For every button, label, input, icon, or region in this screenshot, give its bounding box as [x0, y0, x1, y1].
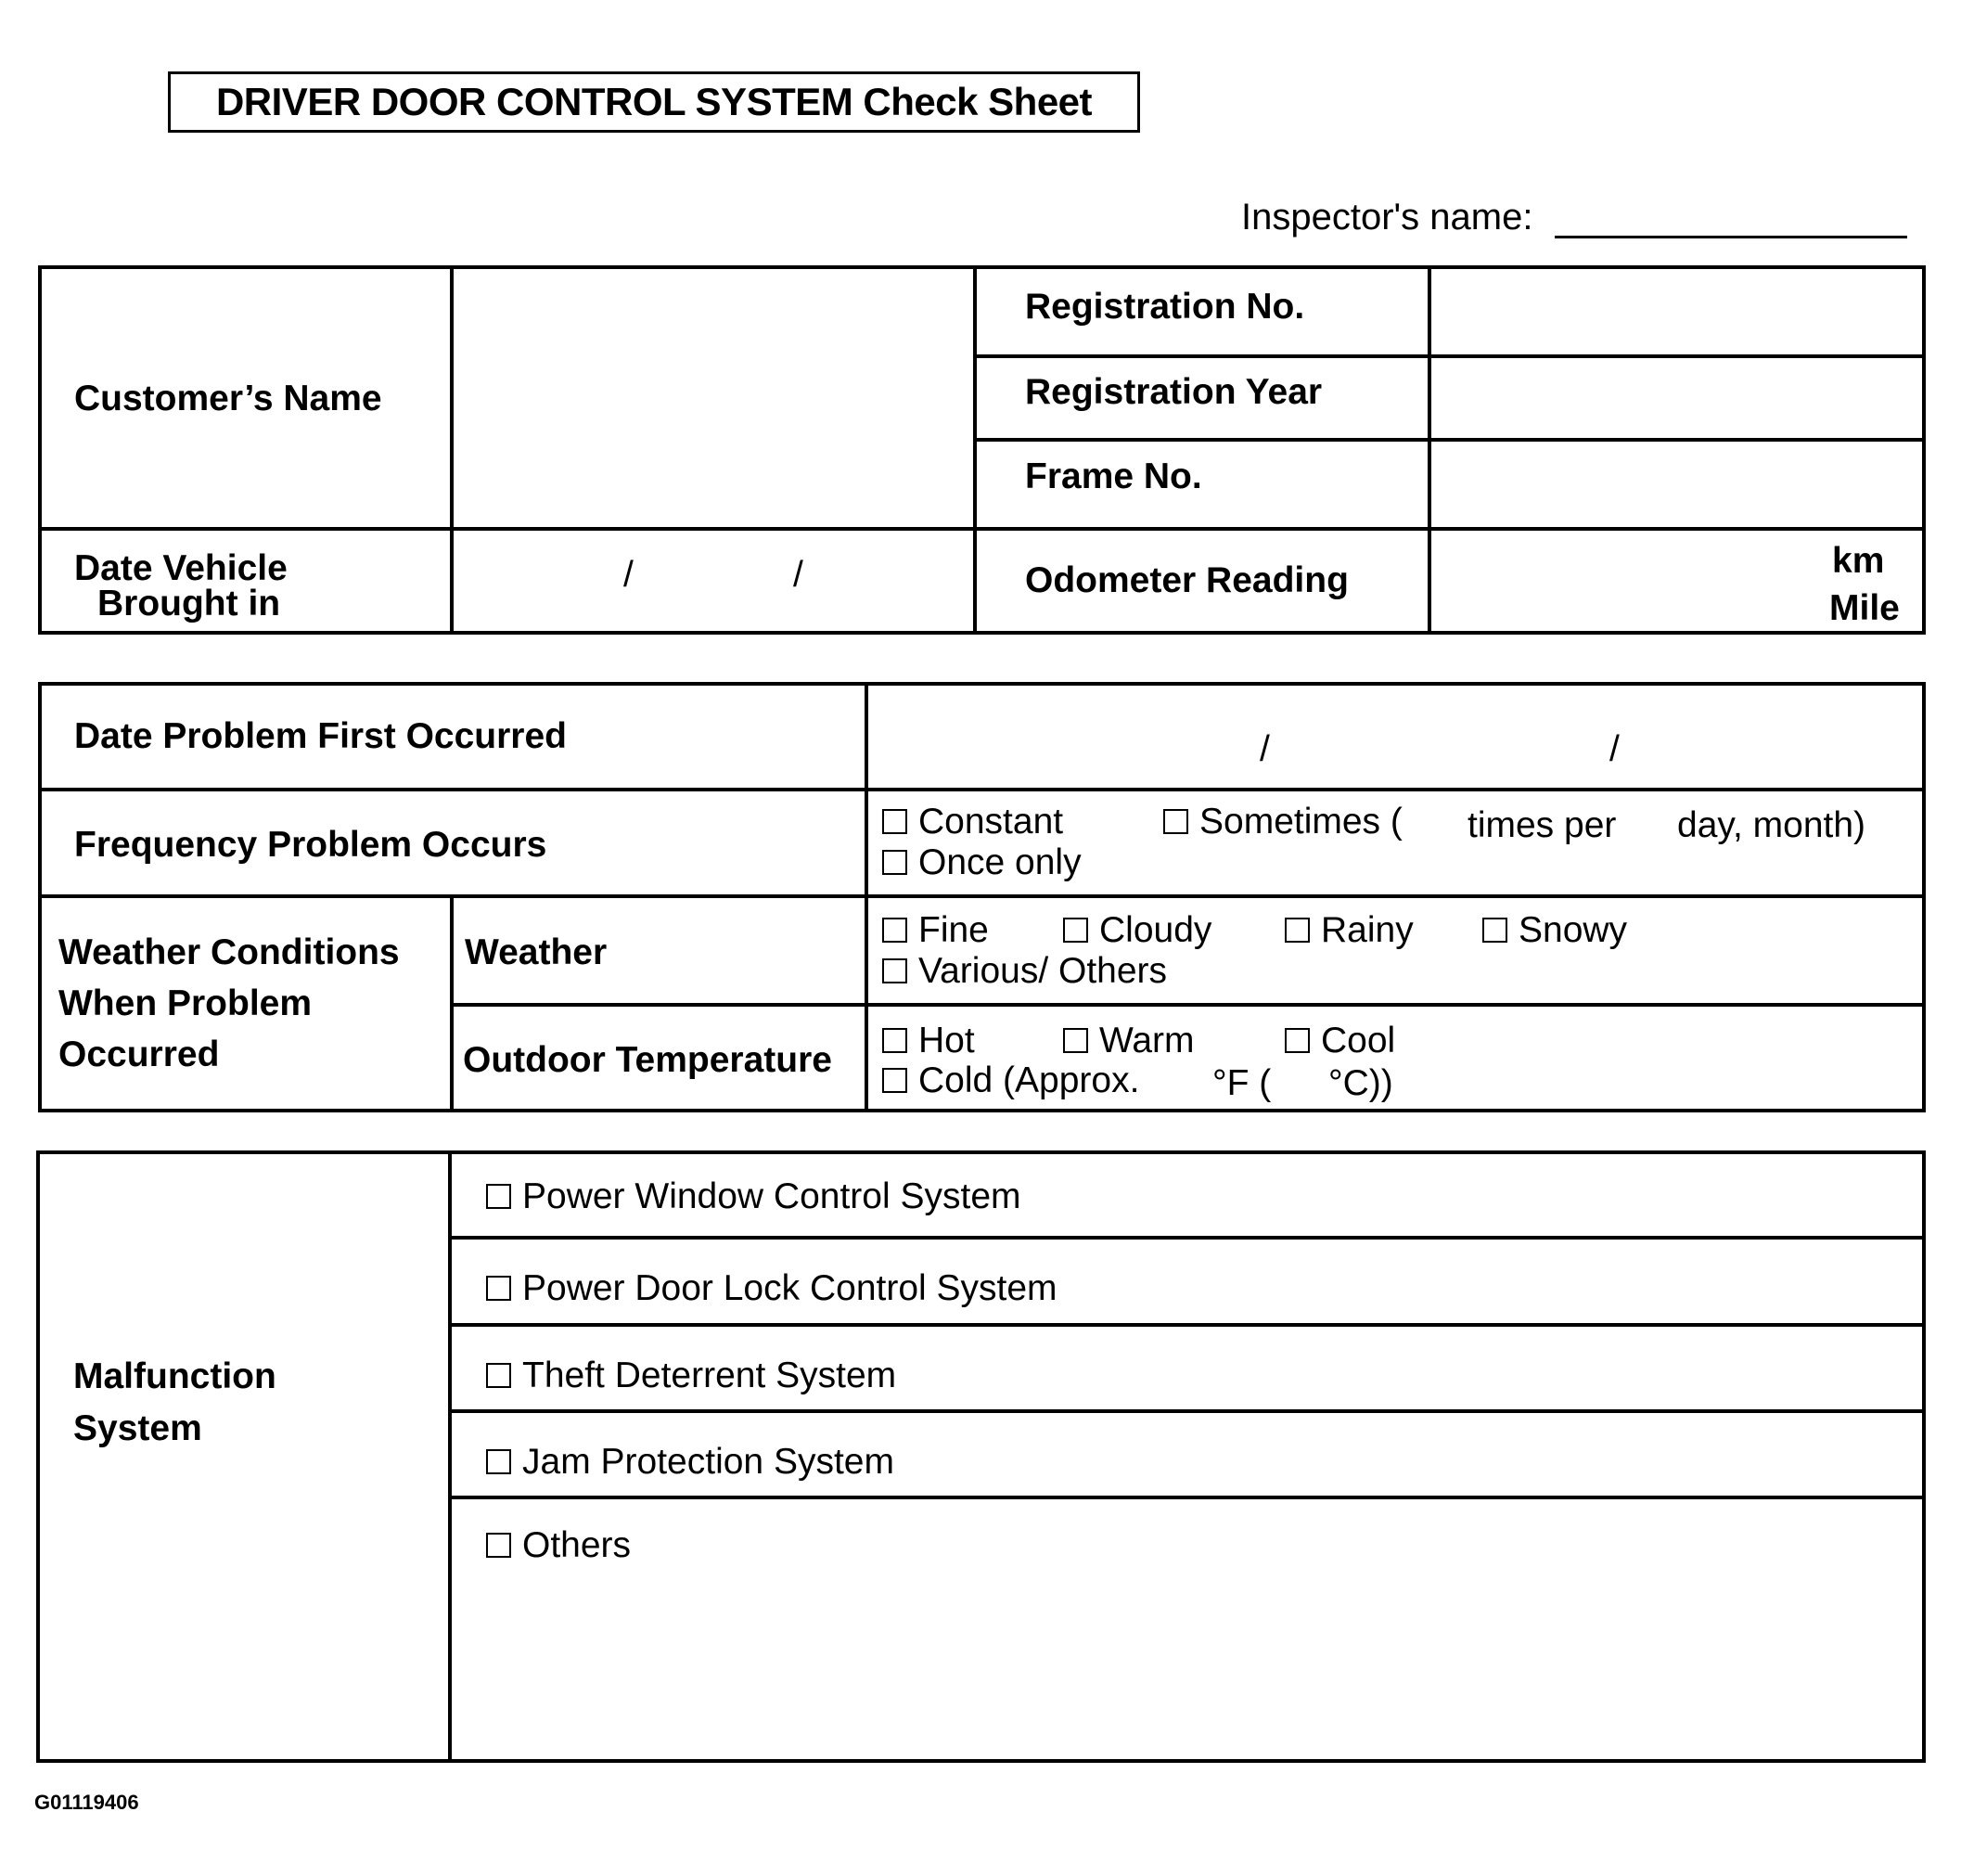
frame-no-field[interactable]	[1431, 442, 1926, 527]
times-per-text: times per	[1468, 805, 1617, 845]
problem-table	[38, 682, 1926, 1112]
vehicle-info-table	[38, 265, 1926, 635]
odometer-label: Odometer Reading	[1025, 560, 1349, 600]
checkbox[interactable]	[1063, 1028, 1088, 1053]
option-others[interactable]: Others	[486, 1527, 631, 1563]
date-vehicle-label-line2: Brought in	[97, 584, 281, 623]
frequency-label: Frequency Problem Occurs	[74, 825, 547, 865]
option-cold[interactable]: Cold (Approx.	[882, 1062, 1139, 1099]
date-separator: /	[623, 555, 634, 595]
checkbox[interactable]	[882, 1028, 907, 1053]
unit-km: km	[1832, 541, 1885, 581]
option-jam-protection[interactable]: Jam Protection System	[486, 1444, 894, 1480]
checkbox[interactable]	[1482, 918, 1507, 943]
title-text: DRIVER DOOR CONTROL SYSTEM Check Sheet	[215, 80, 1093, 123]
checkbox[interactable]	[882, 1068, 907, 1093]
checkbox[interactable]	[882, 918, 907, 943]
malfunction-label-line2: System	[73, 1408, 202, 1448]
date-first-occurred-label: Date Problem First Occurred	[74, 716, 567, 756]
checkbox[interactable]	[1285, 1028, 1310, 1053]
weather-conditions-label-line2: When Problem	[58, 983, 313, 1023]
registration-no-field[interactable]	[1431, 269, 1926, 354]
frame-no-label: Frame No.	[1025, 456, 1202, 496]
registration-year-field[interactable]	[1431, 358, 1926, 438]
option-power-window[interactable]: Power Window Control System	[486, 1178, 1021, 1214]
option-snowy[interactable]: Snowy	[1482, 912, 1627, 948]
weather-conditions-label-line1: Weather Conditions	[58, 932, 400, 972]
date-separator: /	[793, 555, 803, 595]
option-warm[interactable]: Warm	[1063, 1022, 1195, 1059]
checkbox[interactable]	[486, 1276, 511, 1301]
checkbox[interactable]	[486, 1363, 511, 1388]
checkbox[interactable]	[486, 1449, 511, 1474]
option-cloudy[interactable]: Cloudy	[1063, 912, 1211, 948]
malfunction-label-line1: Malfunction	[73, 1356, 276, 1396]
checkbox[interactable]	[486, 1533, 511, 1558]
option-various-others[interactable]: Various/ Others	[882, 953, 1167, 989]
registration-no-label: Registration No.	[1025, 287, 1305, 327]
inspector-name-field[interactable]	[1555, 236, 1907, 238]
option-constant[interactable]: Constant	[882, 803, 1063, 840]
option-fine[interactable]: Fine	[882, 912, 989, 948]
checkbox[interactable]	[882, 958, 907, 983]
inspector-label: Inspector's name:	[1241, 197, 1533, 238]
checkbox[interactable]	[1285, 918, 1310, 943]
page-title	[168, 71, 1140, 133]
checkbox[interactable]	[882, 850, 907, 875]
checkbox[interactable]	[486, 1184, 511, 1209]
date-vehicle-label-line1: Date Vehicle	[74, 548, 288, 588]
deg-f-text: °F (	[1212, 1063, 1272, 1103]
customer-name-label: Customer’s Name	[74, 379, 382, 418]
option-cool[interactable]: Cool	[1285, 1022, 1395, 1059]
date-separator: /	[1260, 729, 1270, 769]
outdoor-temperature-label: Outdoor Temperature	[463, 1040, 832, 1080]
checkbox[interactable]	[882, 809, 907, 834]
unit-mile: Mile	[1829, 588, 1900, 628]
deg-c-text: °C))	[1328, 1063, 1393, 1103]
option-sometimes[interactable]: Sometimes (	[1163, 803, 1403, 840]
figure-id: G01119406	[34, 1791, 139, 1814]
checkbox[interactable]	[1163, 809, 1188, 834]
weather-label: Weather	[465, 932, 608, 972]
day-month-text: day, month)	[1677, 805, 1866, 845]
option-theft-deterrent[interactable]: Theft Deterrent System	[486, 1357, 896, 1394]
option-once-only[interactable]: Once only	[882, 844, 1082, 880]
date-separator: /	[1609, 729, 1620, 769]
option-power-door-lock[interactable]: Power Door Lock Control System	[486, 1270, 1057, 1306]
customer-name-field[interactable]	[454, 269, 973, 527]
option-hot[interactable]: Hot	[882, 1022, 975, 1059]
registration-year-label: Registration Year	[1025, 372, 1323, 412]
checkbox[interactable]	[1063, 918, 1088, 943]
weather-conditions-label-line3: Occurred	[58, 1034, 220, 1074]
malfunction-table	[36, 1150, 1926, 1763]
option-rainy[interactable]: Rainy	[1285, 912, 1414, 948]
